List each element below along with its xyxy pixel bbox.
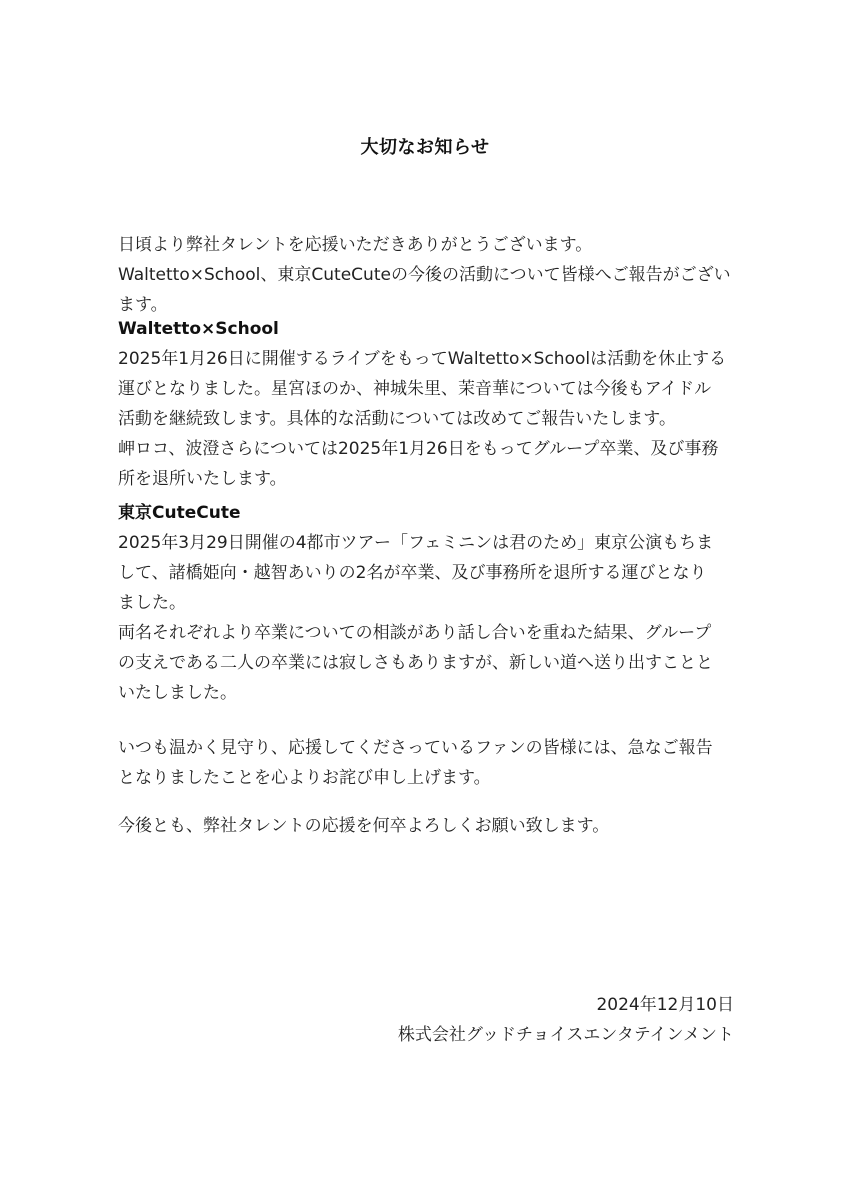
signature-company: 株式会社グッドチョイスエンタテインメント [397, 1025, 734, 1045]
section-line: ました。 [118, 593, 186, 613]
section-waltetto-school [118, 314, 738, 494]
intro-line: ます。 [118, 295, 168, 315]
section-line: して、諸橋姫向・越智あいりの2名が卒業、及び事務所を退所する運びとなり [118, 563, 707, 583]
section-heading: 東京CuteCute [118, 503, 241, 523]
closing-request-paragraph [118, 811, 738, 841]
closing-line: いつも温かく見守り、応援してくださっているファンの皆様には、急なご報告 [118, 738, 713, 758]
section-line: 岬ロコ、波澄さらについては2025年1月26日をもってグループ卒業、及び事務 [118, 439, 719, 459]
closing-apology-paragraph [118, 733, 738, 793]
section-line: の支えである二人の卒業には寂しさもありますが、新しい道へ送り出すことと [118, 653, 713, 673]
section-line: いたしました。 [118, 683, 237, 703]
intro-line: Waltetto×School、東京CuteCuteの今後の活動について皆様へご報告がござい [118, 265, 731, 285]
section-heading: Waltetto×School [118, 319, 279, 339]
section-tokyo-cutecute [118, 498, 738, 708]
intro-line: 日頃より弊社タレントを応援いただきありがとうございます。 [118, 235, 593, 255]
section-line: 活動を継続致します。具体的な活動については改めてご報告いたします。 [118, 409, 676, 429]
signature-date: 2024年12月10日 [596, 995, 734, 1015]
closing-line: となりましたことを心よりお詫び申し上げます。 [118, 768, 491, 788]
section-line: 運びとなりました。星宮ほのか、神城朱里、茉音華については今後もアイドル [118, 379, 712, 399]
section-line: 2025年3月29日開催の4都市ツアー「フェミニンは君のため」東京公演もちま [118, 533, 714, 553]
document-title: 大切なお知らせ [360, 137, 490, 158]
section-line: 2025年1月26日に開催するライブをもってWaltetto×Schoolは活動を休止する [118, 349, 727, 369]
section-line: 所を退所いたします。 [118, 469, 287, 489]
intro-paragraph [118, 230, 738, 320]
closing-line: 今後とも、弊社タレントの応援を何卒よろしくお願い致します。 [118, 816, 610, 836]
section-line: 両名それぞれより卒業についての相談があり話し合いを重ねた結果、グループ [118, 623, 712, 643]
signature-block [340, 990, 734, 1050]
